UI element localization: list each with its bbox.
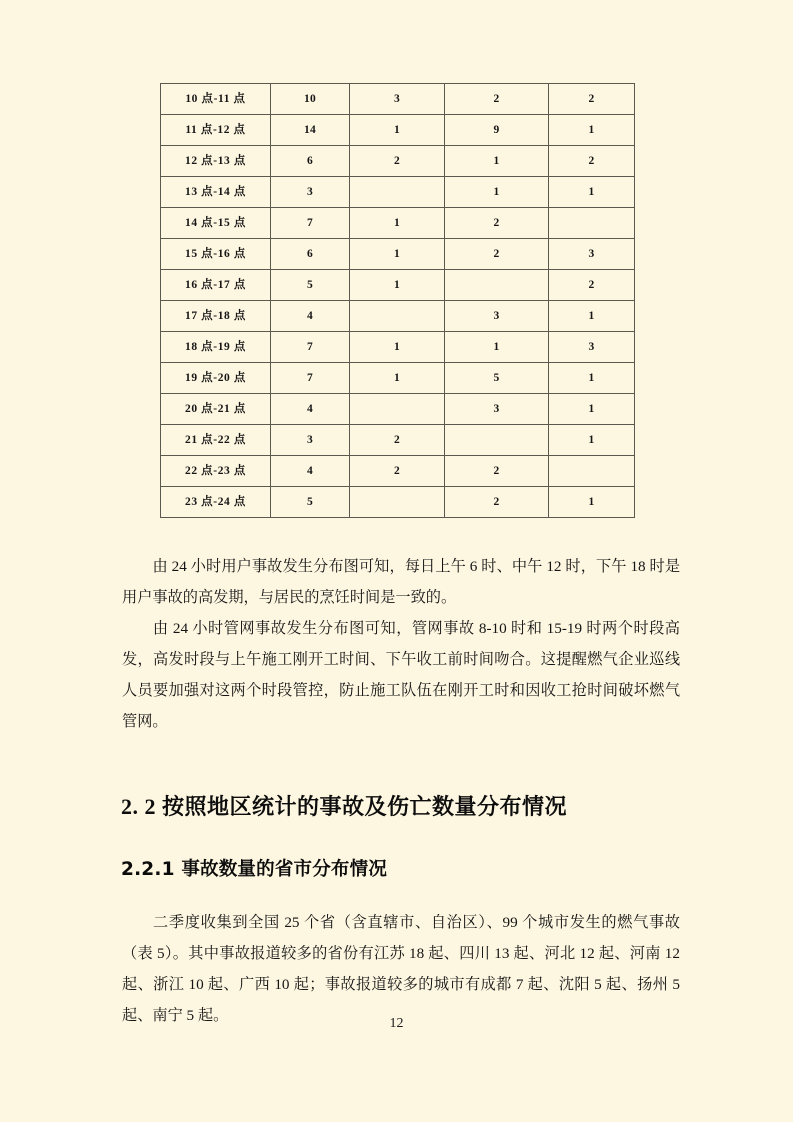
table-cell-value: 2	[549, 84, 635, 115]
table-cell-value: 1	[549, 177, 635, 208]
table-cell-value: 3	[445, 394, 549, 425]
table-cell-value	[549, 456, 635, 487]
table-cell-value: 2	[350, 456, 445, 487]
table-cell-value: 1	[350, 208, 445, 239]
table-cell-timeslot: 12 点-13 点	[161, 146, 271, 177]
table-row	[161, 177, 635, 208]
table-cell-value: 1	[549, 115, 635, 146]
table-cell-value: 2	[549, 146, 635, 177]
table-row	[161, 146, 635, 177]
paragraph-text: 二季度收集到全国 25 个省（含直辖市、自治区）、99 个城市发生的燃气事故（表 5）。其中事故报道较多的省份有江苏 18 起、四川 13 起、河北 12 起、河南 12 起、浙江 10 起、广西 10 起；事故报道较多的城市有成都 7 起、沈阳 5 起、扬州 5 起、南宁 5 起。	[122, 914, 680, 1025]
paragraph-province-city-distribution	[122, 907, 680, 1031]
table-cell-value: 1	[445, 146, 549, 177]
table-cell-value: 1	[350, 332, 445, 363]
table-row	[161, 456, 635, 487]
table-cell-timeslot: 21 点-22 点	[161, 425, 271, 456]
table-cell-value: 1	[350, 115, 445, 146]
table-row	[161, 239, 635, 270]
table-cell-value	[350, 301, 445, 332]
table-cell-value: 1	[350, 363, 445, 394]
table-cell-value: 4	[271, 456, 350, 487]
table-row	[161, 115, 635, 146]
table-cell-value: 2	[445, 487, 549, 518]
table-cell-timeslot: 11 点-12 点	[161, 115, 271, 146]
table-cell-value: 2	[350, 146, 445, 177]
table-cell-value: 1	[350, 239, 445, 270]
table-row	[161, 208, 635, 239]
table-cell-value	[549, 208, 635, 239]
table-cell-value: 3	[549, 239, 635, 270]
accident-hour-table	[160, 83, 635, 518]
table-cell-value: 1	[549, 301, 635, 332]
table-cell-value: 6	[271, 239, 350, 270]
table-cell-value: 5	[445, 363, 549, 394]
table-cell-value: 2	[445, 84, 549, 115]
table-cell-value	[350, 177, 445, 208]
heading-section-2-2-1: 2.2.1 事故数量的省市分布情况	[121, 858, 388, 880]
table-cell-value: 7	[271, 363, 350, 394]
table-cell-value: 2	[350, 425, 445, 456]
table-cell-value: 2	[445, 208, 549, 239]
paragraph-text: 由 24 小时用户事故发生分布图可知，每日上午 6 时、中午 12 时，下午 18 时是用户事故的高发期，与居民的烹饪时间是一致的。	[122, 558, 680, 607]
table-cell-timeslot: 17 点-18 点	[161, 301, 271, 332]
table-cell-value: 3	[350, 84, 445, 115]
table-body	[161, 84, 635, 518]
table-cell-value: 3	[271, 177, 350, 208]
page-number: 12	[389, 1016, 404, 1031]
table-cell-value: 3	[445, 301, 549, 332]
table-cell-timeslot: 10 点-11 点	[161, 84, 271, 115]
table-cell-value: 3	[271, 425, 350, 456]
table-cell-timeslot: 16 点-17 点	[161, 270, 271, 301]
table-cell-timeslot: 14 点-15 点	[161, 208, 271, 239]
table-cell-value	[445, 425, 549, 456]
table-cell-value	[445, 270, 549, 301]
table-cell-timeslot: 22 点-23 点	[161, 456, 271, 487]
paragraph-user-accident-distribution	[122, 551, 680, 613]
table-cell-value: 1	[549, 363, 635, 394]
table-cell-value: 1	[445, 177, 549, 208]
paragraph-text: 由 24 小时管网事故发生分布图可知，管网事故 8-10 时和 15-19 时两个时段高发，高发时段与上午施工刚开工时间、下午收工前时间吻合。这提醒燃气企业巡线人员要加强对这两个时段管控，防止施工队伍在刚开工时和因收工抢时间破坏燃气管网。	[122, 620, 680, 731]
table-cell-value: 2	[549, 270, 635, 301]
table-cell-timeslot: 19 点-20 点	[161, 363, 271, 394]
table-cell-value: 2	[445, 456, 549, 487]
table-cell-timeslot: 13 点-14 点	[161, 177, 271, 208]
table-cell-value: 5	[271, 487, 350, 518]
table-row	[161, 425, 635, 456]
table-cell-value: 5	[271, 270, 350, 301]
table-cell-value: 4	[271, 301, 350, 332]
table-cell-value: 14	[271, 115, 350, 146]
table-cell-timeslot: 18 点-19 点	[161, 332, 271, 363]
table-cell-value: 1	[549, 425, 635, 456]
table-row	[161, 487, 635, 518]
table-row	[161, 332, 635, 363]
table-cell-value: 6	[271, 146, 350, 177]
table-cell-value: 3	[549, 332, 635, 363]
paragraph-pipeline-accident-distribution	[122, 613, 680, 737]
table-cell-value: 2	[445, 239, 549, 270]
table-cell-value: 7	[271, 208, 350, 239]
table-cell-value: 1	[445, 332, 549, 363]
table-cell-value: 4	[271, 394, 350, 425]
table-cell-value: 7	[271, 332, 350, 363]
table-cell-value: 10	[271, 84, 350, 115]
table-row	[161, 84, 635, 115]
table-cell-value: 1	[350, 270, 445, 301]
table-row	[161, 301, 635, 332]
table-row	[161, 363, 635, 394]
table-cell-timeslot: 23 点-24 点	[161, 487, 271, 518]
accident-hour-table-container	[160, 83, 634, 518]
table-cell-value: 9	[445, 115, 549, 146]
heading-section-2-2: 2. 2 按照地区统计的事故及伤亡数量分布情况	[121, 794, 568, 820]
table-cell-timeslot: 20 点-21 点	[161, 394, 271, 425]
table-cell-timeslot: 15 点-16 点	[161, 239, 271, 270]
table-cell-value	[350, 394, 445, 425]
table-cell-value: 1	[549, 487, 635, 518]
table-cell-value: 1	[549, 394, 635, 425]
table-row	[161, 394, 635, 425]
table-cell-value	[350, 487, 445, 518]
table-row	[161, 270, 635, 301]
